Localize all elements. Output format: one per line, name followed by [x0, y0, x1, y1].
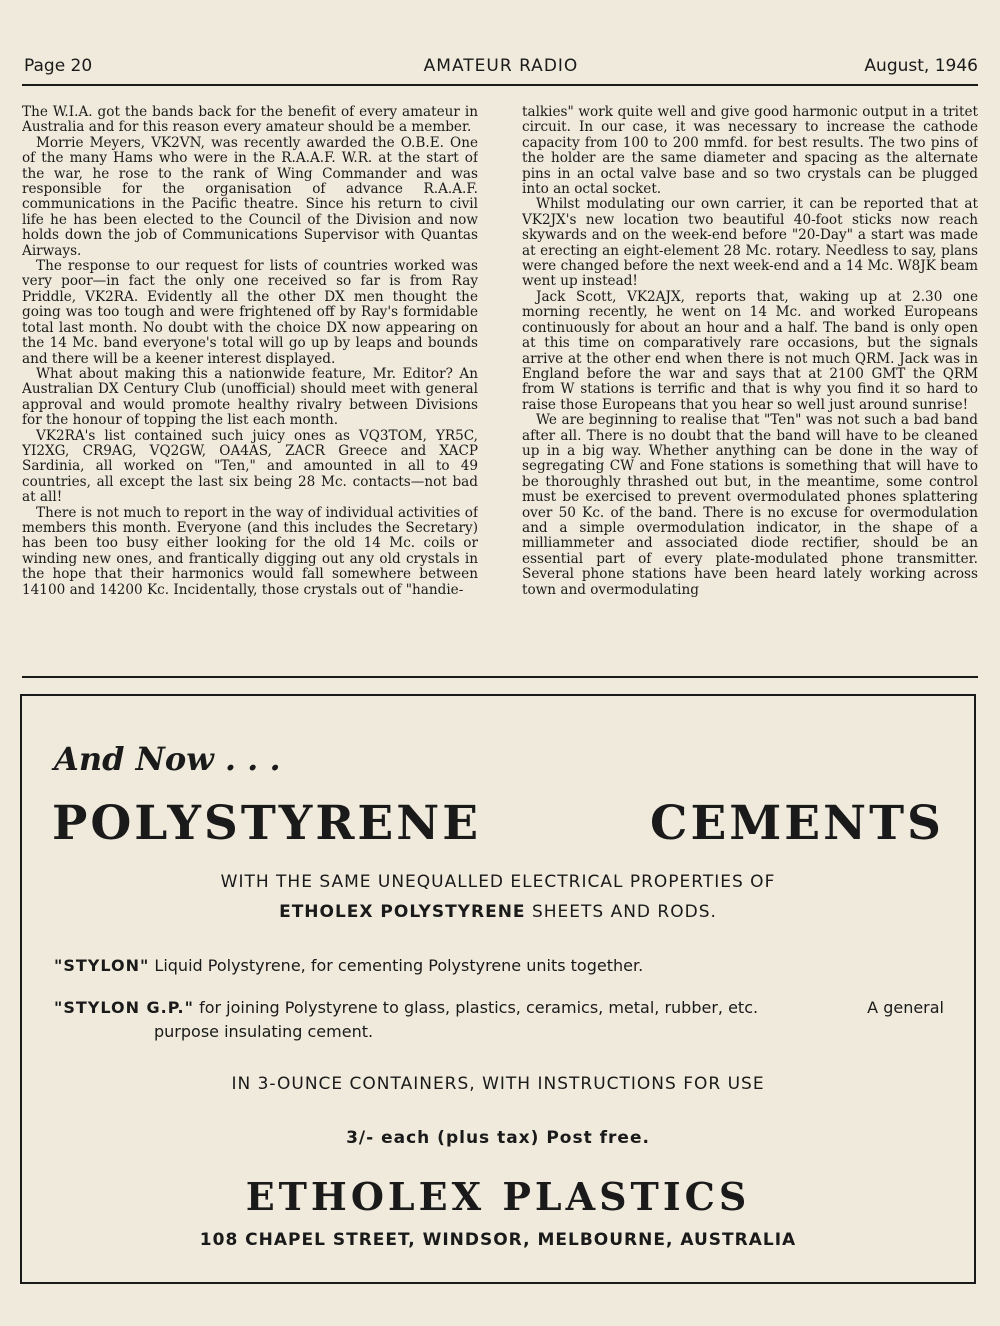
paragraph: talkies" work quite well and give good harmonic output in a tritet circuit. In our case, it was necessary to increase the cathode capacity from 100 to 200 mmfd. for best results. The two pins of the holder are the same diameter and spacing as the alternate pins in an octal valve base and so two crystals can be plugged into an octal socket. — [522, 105, 978, 198]
product-name: "STYLON G.P." — [54, 998, 194, 1017]
ad-brand: ETHOLEX POLYSTYRENE — [279, 902, 526, 922]
issue-date: August, 1946 — [864, 56, 978, 76]
paragraph: Morrie Meyers, VK2VN, was recently awarded the O.B.E. One of the many Hams who were in the R.A.A.F. W.R. at the start of the war, he rose to the rank of Wing Commander and was responsible for the organisation of advance R.A.A.F. communications in the Pacific theatre. Since his return to civil life he has been elected to the Council of the Division and now holds down the job of Communications Supervisor with Quantas Airways. — [22, 134, 478, 259]
article-column-left — [22, 105, 478, 665]
article-column-right — [522, 105, 978, 665]
advertisement — [20, 694, 976, 1284]
publication-title: AMATEUR RADIO — [423, 56, 579, 76]
ad-company: ETHOLEX PLASTICS — [245, 1174, 751, 1219]
product-description-cont: purpose insulating cement. — [154, 1022, 374, 1041]
ad-tagline-rest: SHEETS AND RODS. — [531, 902, 717, 922]
header-rule — [22, 84, 978, 86]
paragraph: There is not much to report in the way of individual activities of members this month. Everyone (and this includes the Secretary) has been too busy either looking for the old 14 Mc. coils or winding new ones, and frantically digging out any old crystals in the hope that their harmonics would fall somewhere between 14100 and 14200 Kc. Incidentally, those crystals out of "handie- — [22, 504, 478, 598]
product-aside: A general — [867, 998, 944, 1017]
ad-product-stylon-gp — [54, 996, 944, 1044]
product-description: Liquid Polystyrene, for cementing Polystyrene units together. — [154, 956, 644, 975]
ad-tagline: WITH THE SAME UNEQUALLED ELECTRICAL PROPERTIES OF — [220, 872, 776, 892]
product-name: "STYLON" — [54, 956, 150, 975]
page-header — [24, 56, 978, 82]
section-rule — [22, 676, 978, 678]
ad-tagline-2 — [22, 902, 974, 922]
paragraph: Jack Scott, VK2AJX, reports that, waking up at 2.30 one morning recently, he went on 14 Mc. and worked Europeans continuously for about an hour and a half. The band is only open at this time on comparatively rare occasions, but the signals arrive at the other end when there is not much QRM. Jack was in England before the war and says that at 2100 GMT the QRM from W stations is terrific and that is why you find it so hard to raise those Europeans that you hear so well just around sunrise! — [522, 288, 978, 413]
paragraph: The W.I.A. got the bands back for the benefit of every amateur in Australia and for this reason every amateur should be a member. — [22, 105, 478, 136]
paragraph: Whilst modulating our own carrier, it can be reported that at VK2JX's new location two beautiful 40-foot sticks now reach skywards and on the week-end before "20-Day" a start was made at erecting an eight-element 28 Mc. rotary. Needless to say, plans were changed before the next week-end and a 14 Mc. W8JK beam went up instead! — [522, 196, 978, 290]
ad-product-stylon — [54, 954, 944, 978]
ad-price: 3/- each (plus tax) Post free. — [346, 1128, 650, 1148]
product-description: for joining Polystyrene to glass, plastics, ceramics, metal, rubber, etc. — [199, 998, 759, 1017]
ad-containers: IN 3-OUNCE CONTAINERS, WITH INSTRUCTIONS FOR USE — [231, 1074, 765, 1094]
paragraph: What about making this a nationwide feature, Mr. Editor? An Australian DX Century Club (unofficial) should meet with general approval and would promote healthy rivalry between Divisions for the honour of topping the list each month. — [22, 365, 478, 429]
ad-headline: POLYSTYRENE CEMENTS — [52, 796, 944, 851]
paragraph: VK2RA's list contained such juicy ones as VQ3TOM, YR5C, YI2XG, CR9AG, VQ2GW, OA4AS, ZACR Greece and XACP Sardinia, all worked on "Ten," and amounted in all to 49 countries, all except the last six being 28 Mc. contacts—not bad at all! — [22, 427, 478, 506]
paragraph: We are beginning to realise that "Ten" was not such a bad band after all. There is no doubt that the band will have to be cleaned up in a big way. Whether anything can be done in the way of segregating CW and Fone stations is something that will have to be thoroughly thrashed out but, in the meantime, some control must be exercised to prevent overmodulated phones splattering over 50 Kc. of the band. There is no excuse for overmodulation and a simple overmodulation indicator, in the shape of a milliammeter and associated diode rectifier, should be an essential part of every plate-modulated phone transmitter. Several phone stations have been heard lately working across town and overmodulating — [522, 412, 978, 598]
page-number: Page 20 — [24, 56, 93, 76]
paragraph: The response to our request for lists of countries worked was very poor—in fact the only one received so far is from Ray Priddle, VK2RA. Evidently all the other DX men thought the going was too tough and were frightened off by Ray's formidable total last month. No doubt with the choice DX now appearing on the 14 Mc. band everyone's total will go up by leaps and bounds and there will be a keener interest displayed. — [22, 258, 478, 367]
ad-intro: And Now . . . — [54, 740, 281, 778]
ad-address: 108 CHAPEL STREET, WINDSOR, MELBOURNE, AUSTRALIA — [199, 1230, 797, 1250]
